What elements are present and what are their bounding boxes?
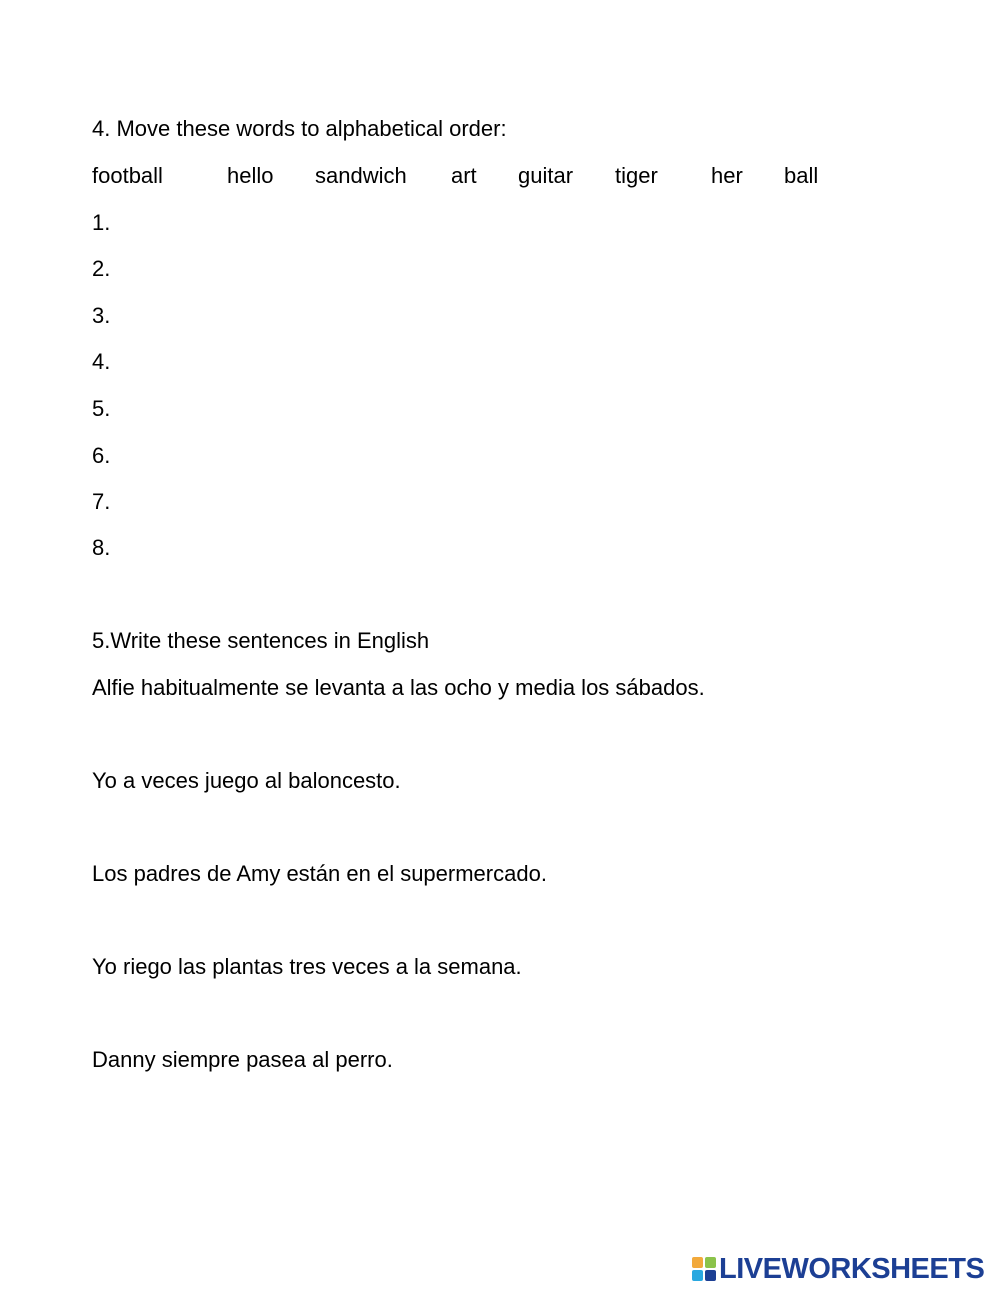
word-sandwich[interactable]: sandwich [315, 163, 407, 188]
liveworksheets-logo-icon [692, 1257, 716, 1281]
sentence-5: Danny siempre pasea al perro. [92, 1047, 393, 1072]
answer-slot-2[interactable]: 2. [92, 256, 111, 281]
answer-slot-4[interactable]: 4. [92, 349, 111, 374]
sentence-1: Alfie habitualmente se levanta a las ocho y media los sábados. [92, 675, 705, 700]
sentence-3: Los padres de Amy están en el supermercado. [92, 861, 547, 886]
word-her[interactable]: her [711, 163, 743, 188]
word-ball[interactable]: ball [784, 163, 819, 188]
answer-slot-7[interactable]: 7. [92, 489, 111, 514]
word-art[interactable]: art [451, 163, 477, 188]
exercise-4-instruction: 4. Move these words to alphabetical order: [92, 116, 507, 141]
sentence-4: Yo riego las plantas tres veces a la semana. [92, 954, 522, 979]
answer-slot-6[interactable]: 6. [92, 443, 111, 468]
sentence-2: Yo a veces juego al baloncesto. [92, 768, 401, 793]
word-hello[interactable]: hello [227, 163, 274, 188]
word-guitar[interactable]: guitar [518, 163, 574, 188]
answer-slot-8[interactable]: 8. [92, 535, 111, 560]
answer-slot-5[interactable]: 5. [92, 396, 111, 421]
word-football[interactable]: football [92, 163, 163, 188]
liveworksheets-logo [692, 1254, 984, 1284]
liveworksheets-logo-text: LIVEWORKSHEETS [719, 1253, 985, 1285]
answer-slot-1[interactable]: 1. [92, 210, 111, 235]
exercise-5-instruction: 5.Write these sentences in English [92, 628, 430, 653]
word-tiger[interactable]: tiger [615, 163, 658, 188]
answer-slot-3[interactable]: 3. [92, 303, 111, 328]
